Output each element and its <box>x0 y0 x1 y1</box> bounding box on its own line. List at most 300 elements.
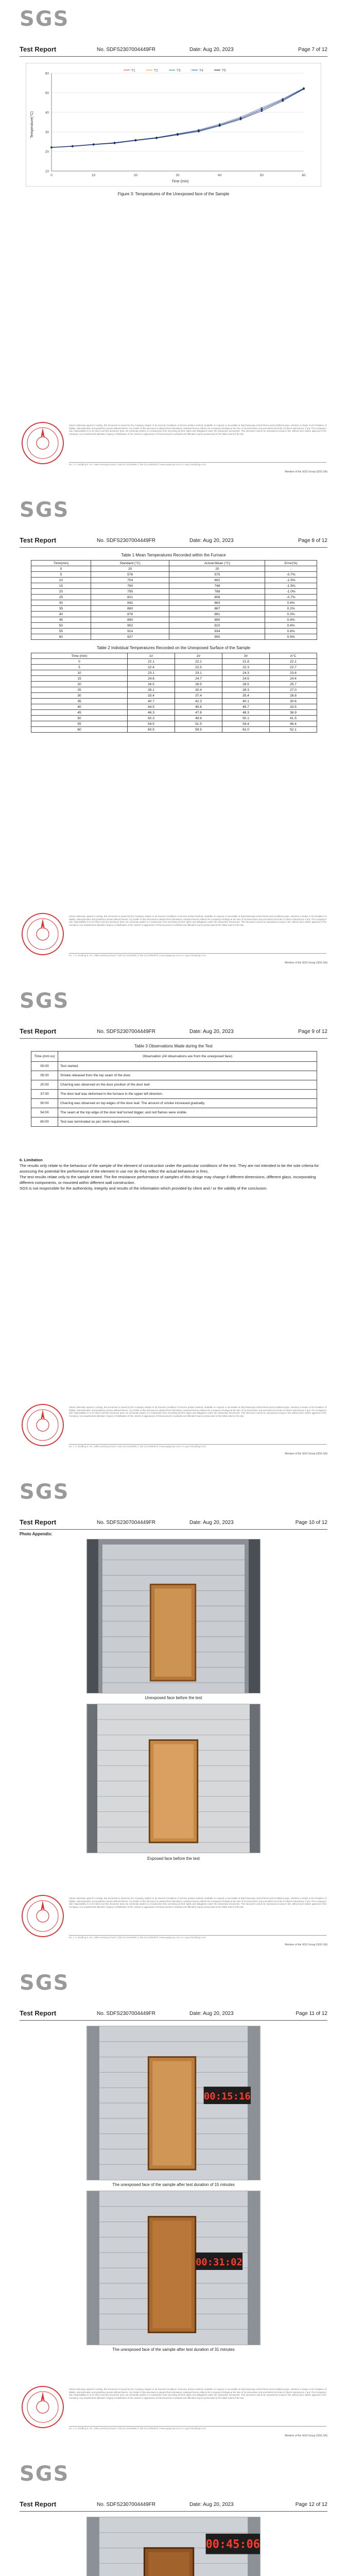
chart-legend-label: T5 <box>222 69 226 73</box>
table-3-observation-cell: The door leaf was deformed in the furnace in the upper left direction. <box>58 1090 317 1099</box>
table-1-cell: 20 <box>91 566 169 572</box>
table-1-cell: 40 <box>31 612 91 617</box>
chart-ytick-label: 20 <box>45 150 49 154</box>
table-2-cell: 21.8 <box>222 659 269 665</box>
table-2-row <box>31 710 317 716</box>
member-note: Member of the SGS Group (SGS SA) <box>285 961 327 964</box>
table-2-cell: 24.6 <box>127 676 175 682</box>
report-page-12 <box>0 2455 347 2576</box>
chart-point <box>303 88 305 90</box>
chart-point <box>282 99 284 101</box>
t2-header: 3# <box>222 653 269 659</box>
chart-ytick-label: 50 <box>45 91 49 95</box>
table-1-row <box>31 589 317 595</box>
t1-header: Actual Mean (°C) <box>169 561 265 566</box>
limitation-paragraph: The results only relate to the behaviour of the sample of the element of construction under the particular conditions of the test. They are not intended to be the sole criteria for assessing the potential fire performance of the element in use nor do they reflect the actual behaviour in fires. <box>20 1163 319 1174</box>
fine-print: Unless otherwise agreed in writing, this document is issued by the Company subject to its General Conditions of Service printed overleaf, available on request or accessible at http://www.sgs.com/en/Terms-and-Conditions.aspx. Attention is drawn to the limitation of liability, indemnification and jurisdiction issues defined therein. Any holder of this document is advised that information contained hereon reflects the Company's findings at the time of its intervention only and within the limits of Client's instructions, if any. The Company's sole responsibility is to its Client and this document does not exonerate parties to a transaction from exercising all their rights and obligations under the transaction documents. This document cannot be reproduced except in full, without prior written approval of the Company. Any unauthorized alteration, forgery or falsification of the content or appearance of this document is unlawful and offenders may be prosecuted to the fullest extent of the law. <box>69 1406 326 1417</box>
table-2-cell: 28.3 <box>222 687 269 693</box>
limitation-paragraph: The test results relate only to the sample tested. The fire resistance performance of samples of this design may change if different dimensions, different glass, incorporating different components, or mounted within different wall construction. <box>20 1175 316 1185</box>
chart-point <box>114 142 116 144</box>
table-1-cell: 20 <box>31 589 91 595</box>
table-1-row <box>31 572 317 578</box>
table-1-cell: 890 <box>91 617 169 623</box>
t3-header-observation: Observation (All observations are from the unexposed face) <box>58 1052 317 1062</box>
chart-ytick-label: 40 <box>45 111 49 115</box>
page-footer <box>20 911 327 968</box>
report-title: Test Report <box>20 45 57 53</box>
table-2-cell: 52.1 <box>269 727 317 733</box>
table-2-row <box>31 727 317 733</box>
limitation-heading: 6. Limitation <box>20 1158 43 1162</box>
table-1-cell: 692 <box>169 578 265 583</box>
page-header <box>20 2009 327 2021</box>
table-1-cell: 863 <box>169 600 265 606</box>
table-2-cell: 25.7 <box>269 682 317 687</box>
member-note: Member of the SGS Group (SGS SA) <box>285 2434 327 2437</box>
chart-point <box>198 130 200 132</box>
report-number: No. SDFS2307004449FR <box>97 2502 155 2507</box>
photo-31-minutes <box>86 2191 261 2345</box>
table-1-cell: 30 <box>31 600 91 606</box>
table-2-cell: 10 <box>31 670 128 676</box>
report-title: Test Report <box>20 1027 57 1035</box>
table-1-cell: 821 <box>91 595 169 600</box>
table-3-observation-cell: Smoke released from the top seam of the door. <box>58 1071 317 1080</box>
table-2-row <box>31 665 317 670</box>
table-1-cell: 25 <box>31 595 91 600</box>
table-2-cell: 49.6 <box>175 716 222 721</box>
chart-point <box>155 137 158 139</box>
table-1-row <box>31 606 317 612</box>
page-header <box>20 45 327 57</box>
chart-ytick-label: 30 <box>45 130 49 134</box>
chart-legend-label: T3 <box>177 69 181 73</box>
table-2-cell: 55 <box>31 721 128 727</box>
chart-ylabel: Temperature(°C) <box>30 111 34 138</box>
table-2-cell: 45.6 <box>175 704 222 710</box>
table-2-row <box>31 659 317 665</box>
table-3-row <box>31 1090 317 1099</box>
table-2-cell: 28.1 <box>127 687 175 693</box>
photo-unexposed-before <box>86 1539 261 1693</box>
table-2-cell: 30 <box>31 693 128 699</box>
table-1-row <box>31 583 317 589</box>
chart-point <box>135 140 137 142</box>
chart-xtick-label: 20 <box>133 174 137 177</box>
page-footer <box>20 1402 327 1459</box>
report-date: Date: Aug 20, 2023 <box>189 1029 234 1035</box>
report-date: Date: Aug 20, 2023 <box>189 2502 234 2507</box>
report-page-10 <box>0 1473 347 1964</box>
report-number: No. SDFS2307004449FR <box>97 1029 155 1035</box>
photo-appendix-heading: Photo Appendix: <box>20 1532 53 1536</box>
table-2-cell: 45.7 <box>222 704 269 710</box>
table-1-cell: 45 <box>31 617 91 623</box>
table-3-row <box>31 1062 317 1071</box>
table-2-cell: 22.5 <box>175 665 222 670</box>
table-2-cell: 22.7 <box>269 665 317 670</box>
table-2-cell: 25 <box>31 687 128 693</box>
table-3-row <box>31 1080 317 1090</box>
table-2-cell: 61.0 <box>222 727 269 733</box>
report-number: No. SDFS2307004449FR <box>97 47 155 53</box>
table-1-cell: 5 <box>31 572 91 578</box>
table-2-cell: 30.4 <box>175 687 222 693</box>
table-1-cell: - <box>265 566 317 572</box>
table-1-cell: 860 <box>91 606 169 612</box>
table-2-cell: 46.4 <box>269 721 317 727</box>
table-2-cell: 22.1 <box>175 659 222 665</box>
table-1-cell: 927 <box>91 634 169 640</box>
table-2-cell: 15 <box>31 676 128 682</box>
table-1-cell: 35 <box>31 606 91 612</box>
table-2-cell: 54.5 <box>127 721 175 727</box>
photo-15-minutes <box>86 2026 261 2180</box>
report-date: Date: Aug 20, 2023 <box>189 538 234 544</box>
table-1-cell: 0.9% <box>265 634 317 640</box>
table-3-observations <box>31 1051 317 1127</box>
table-2-cell: 54.4 <box>222 721 269 727</box>
page-number: Page 8 of 12 <box>298 538 327 544</box>
chart-point <box>219 124 221 126</box>
table-1-cell: 876 <box>91 612 169 617</box>
table-2-cell: 22.1 <box>269 659 317 665</box>
table-2-cell: 48.3 <box>222 710 269 716</box>
table-1-cell: 0.4% <box>265 623 317 629</box>
page-header <box>20 536 327 548</box>
table-3-row <box>31 1099 317 1108</box>
chart-point <box>177 133 179 135</box>
chart-xtick-label: 0 <box>50 174 53 177</box>
report-number: No. SDFS2307004449FR <box>97 2011 155 2016</box>
chart-xtick-label: 60 <box>302 174 306 177</box>
table-2-cell: 22.3 <box>222 665 269 670</box>
t2-header: Time (min) <box>31 653 128 659</box>
table-2-cell: 23.1 <box>127 670 175 676</box>
table-2-cell: 26.5 <box>175 682 222 687</box>
page-number: Page 12 of 12 <box>295 2502 327 2507</box>
t2-header: A°C <box>269 653 317 659</box>
table-1-row <box>31 634 317 640</box>
table-2-row <box>31 670 317 676</box>
table-2-cell: 47.8 <box>175 710 222 716</box>
table-1-cell: 15 <box>31 583 91 589</box>
table-2-cell: 33.4 <box>127 693 175 699</box>
table-1-row <box>31 578 317 583</box>
table-1-row <box>31 617 317 623</box>
chart-ytick-label: 10 <box>45 170 49 174</box>
page-footer <box>20 1893 327 1950</box>
table-2-cell: 44.5 <box>127 704 175 710</box>
table-1-cell: 0.8% <box>265 629 317 634</box>
timer-display: 00:31:02 <box>195 2257 242 2268</box>
sgs-logo: SGS <box>20 1971 70 1995</box>
table-2-cell: 22.4 <box>127 665 175 670</box>
member-note: Member of the SGS Group (SGS SA) <box>285 470 327 473</box>
table-2-row <box>31 704 317 710</box>
report-date: Date: Aug 20, 2023 <box>189 2011 234 2016</box>
table-2-unexposed-temperatures <box>31 653 317 733</box>
table-2-cell: 50.1 <box>222 716 269 721</box>
table-1-cell: 881 <box>169 612 265 617</box>
table-1-cell: 0.4% <box>265 600 317 606</box>
fine-print: Unless otherwise agreed in writing, this document is issued by the Company subject to its General Conditions of Service printed overleaf, available on request or accessible at http://www.sgs.com/en/Terms-and-Conditions.aspx. Attention is drawn to the limitation of liability, indemnification and jurisdiction issues defined therein. Any holder of this document is advised that information contained hereon reflects the Company's findings at the time of its intervention only and within the limits of Client's instructions, if any. The Company's sole responsibility is to its Client and this document does not exonerate parties to a transaction from exercising all their rights and obligations under the transaction documents. This document cannot be reproduced except in full, without prior written approval of the Company. Any unauthorized alteration, forgery or falsification of the content or appearance of this document is unlawful and offenders may be prosecuted to the fullest extent of the law. <box>69 1897 326 1908</box>
table-1-cell: 704 <box>91 578 169 583</box>
table-1-title: Table 1 Mean Temperatures Recorded within the Furnace <box>121 553 226 557</box>
table-2-row <box>31 693 317 699</box>
report-title: Test Report <box>20 1518 57 1526</box>
table-2-cell: 60 <box>31 727 128 733</box>
page-header <box>20 1518 327 1530</box>
table-2-cell: 35 <box>31 699 128 704</box>
page-footer <box>20 2384 327 2441</box>
fine-print: Unless otherwise agreed in writing, this document is issued by the Company subject to its General Conditions of Service printed overleaf, available on request or accessible at http://www.sgs.com/en/Terms-and-Conditions.aspx. Attention is drawn to the limitation of liability, indemnification and jurisdiction issues defined therein. Any holder of this document is advised that information contained hereon reflects the Company's findings at the time of its intervention only and within the limits of Client's instructions, if any. The Company's sole responsibility is to its Client and this document does not exonerate parties to a transaction from exercising all their rights and obligations under the transaction documents. This document cannot be reproduced except in full, without prior written approval of the Company. Any unauthorized alteration, forgery or falsification of the content or appearance of this document is unlawful and offenders may be prosecuted to the fullest extent of the law. <box>69 424 326 435</box>
table-2-cell: 24.5 <box>222 676 269 682</box>
table-2-row <box>31 687 317 693</box>
page-header <box>20 1027 327 1039</box>
table-3-observation-cell: Test was terminated as per client requirement. <box>58 1117 317 1127</box>
chart-point <box>72 145 74 147</box>
table-1-cell: 20 <box>169 566 265 572</box>
report-number: No. SDFS2307004449FR <box>97 1520 155 1526</box>
table-2-cell: 36.9 <box>269 710 317 716</box>
table-1-cell: 0.2% <box>265 606 317 612</box>
table-1-cell: 576 <box>91 572 169 578</box>
sgs-logo: SGS <box>20 7 70 31</box>
table-2-cell: 37.4 <box>175 693 222 699</box>
chart-xtick-label: 40 <box>218 174 222 177</box>
table-2-cell: 35.4 <box>222 693 269 699</box>
t1-header: Standard (°C) <box>91 561 169 566</box>
table-3-row <box>31 1117 317 1127</box>
table-2-cell: 50.3 <box>127 716 175 721</box>
table-1-cell: 902 <box>91 623 169 629</box>
table-2-cell: 26.5 <box>127 682 175 687</box>
table-2-cell: 0 <box>31 659 128 665</box>
page-number: Page 10 of 12 <box>295 1520 327 1526</box>
table-1-row <box>31 612 317 617</box>
chart-ytick-label: 60 <box>45 72 49 76</box>
table-1-cell: 842 <box>91 600 169 606</box>
report-page-9 <box>0 982 347 1473</box>
table-3-time-cell: 05:00 <box>31 1071 58 1080</box>
page-number: Page 11 of 12 <box>296 2011 327 2016</box>
address-bar: No. 1-1, Building 8, No. 1588 Lianhang Road | t (86-21) 61402666 | f (86-21) 64953679 | www.sgsgroup.com.cn | sgs.china@sgs.com <box>69 462 326 467</box>
chart-point <box>261 109 263 111</box>
temperature-chart <box>26 63 321 187</box>
table-3-time-cell: 20:00 <box>31 1080 58 1090</box>
table-2-cell: 28.8 <box>269 693 317 699</box>
chart-legend-label: T1 <box>131 69 135 73</box>
report-title: Test Report <box>20 2009 57 2017</box>
photo-caption: Exposed face before the test <box>147 1856 200 1861</box>
table-2-row <box>31 721 317 727</box>
sgs-seal <box>20 2384 66 2430</box>
table-3-observation-cell: Charring was observed on top edges of the door leaf. The amount of smoke increased gradually. <box>58 1099 317 1108</box>
table-1-cell: -0.7% <box>265 572 317 578</box>
table-2-cell: 24.7 <box>175 676 222 682</box>
chart-xlabel: Time (min) <box>171 180 189 183</box>
sgs-seal <box>20 1893 66 1939</box>
photo-45-minutes <box>86 2517 261 2576</box>
table-3-title: Table 3 Observations Made during the Test <box>134 1044 213 1048</box>
chart-legend-label: T4 <box>199 69 203 73</box>
table-2-cell: 40.1 <box>222 699 269 704</box>
table-1-cell: 60 <box>31 634 91 640</box>
report-date: Date: Aug 20, 2023 <box>189 1520 234 1526</box>
table-1-cell: 0 <box>31 566 91 572</box>
table-2-cell: 42.3 <box>175 699 222 704</box>
sgs-seal <box>20 911 66 957</box>
table-2-cell: 40 <box>31 704 128 710</box>
table-1-cell: 0.4% <box>265 617 317 623</box>
photo-exposed-before <box>86 1704 261 1853</box>
table-3-row <box>31 1071 317 1080</box>
fine-print: Unless otherwise agreed in writing, this document is issued by the Company subject to its General Conditions of Service printed overleaf, available on request or accessible at http://www.sgs.com/en/Terms-and-Conditions.aspx. Attention is drawn to the limitation of liability, indemnification and jurisdiction issues defined therein. Any holder of this document is advised that information contained hereon reflects the Company's findings at the time of its intervention only and within the limits of Client's instructions, if any. The Company's sole responsibility is to its Client and this document does not exonerate parties to a transaction from exercising all their rights and obligations under the transaction documents. This document cannot be reproduced except in full, without prior written approval of the Company. Any unauthorized alteration, forgery or falsification of the content or appearance of this document is unlawful and offenders may be prosecuted to the fullest extent of the law. <box>69 915 326 926</box>
table-1-cell: 575 <box>169 572 265 578</box>
page-footer <box>20 420 327 477</box>
t3-header-time: Time (mm:ss) <box>31 1052 58 1062</box>
report-page-7 <box>0 0 347 491</box>
table-1-cell: -1.5% <box>265 578 317 583</box>
table-2-row <box>31 682 317 687</box>
member-note: Member of the SGS Group (SGS SA) <box>285 1943 327 1946</box>
timer-display: 00:15:16 <box>203 2091 251 2103</box>
page-number: Page 9 of 12 <box>298 1029 327 1035</box>
sgs-logo: SGS <box>20 2462 70 2486</box>
table-1-cell: 10 <box>31 578 91 583</box>
table-2-cell: 22.1 <box>127 659 175 665</box>
table-2-row <box>31 716 317 721</box>
table-1-cell: 748 <box>169 583 265 589</box>
chart-xtick-label: 30 <box>176 174 180 177</box>
table-1-cell: 50 <box>31 623 91 629</box>
address-bar: No. 1-1, Building 8, No. 1588 Lianhang Road | t (86-21) 61402666 | f (86-21) 64953679 | www.sgsgroup.com.cn | sgs.china@sgs.com <box>69 953 326 958</box>
table-1-cell: 788 <box>169 589 265 595</box>
report-title: Test Report <box>20 2500 57 2508</box>
photo-caption: The unexposed face of the sample after test duration of 31 minutes <box>112 2347 235 2352</box>
table-3-observation-cell: The seam at the top edge of the door leaf turned bigger, and red flames were visible. <box>58 1108 317 1117</box>
sgs-logo: SGS <box>20 989 70 1013</box>
report-date: Date: Aug 20, 2023 <box>189 47 234 53</box>
table-1-cell: -1.0% <box>265 589 317 595</box>
table-3-time-cell: 00:00 <box>31 1062 58 1071</box>
report-page-8 <box>0 491 347 982</box>
sgs-logo: SGS <box>20 498 70 522</box>
table-2-cell: 46.3 <box>127 710 175 716</box>
table-1-cell: 934 <box>169 629 265 634</box>
report-title: Test Report <box>20 536 57 544</box>
sgs-seal <box>20 420 66 466</box>
chart-point <box>50 146 53 148</box>
table-2-cell: 51.5 <box>175 721 222 727</box>
table-1-cell: 55 <box>31 629 91 634</box>
table-1-cell: -0.7% <box>265 595 317 600</box>
table-2-row <box>31 699 317 704</box>
table-3-time-cell: 37:00 <box>31 1090 58 1099</box>
limitation-section <box>20 1157 327 1191</box>
table-2-title: Table 2 Individual Temperatures Recorded on the Unexposed Surface of the Sample <box>96 646 251 650</box>
table-1-cell: 950 <box>169 634 265 640</box>
table-2-cell: 23.6 <box>269 670 317 676</box>
address-bar: No. 1-1, Building 8, No. 1588 Lianhang Road | t (86-21) 61402666 | f (86-21) 64953679 | www.sgsgroup.com.cn | sgs.china@sgs.com <box>69 1935 326 1940</box>
report-number: No. SDFS2307004449FR <box>97 538 155 544</box>
table-1-cell: -1.5% <box>265 583 317 589</box>
table-2-cell: 26.5 <box>222 682 269 687</box>
table-2-cell: 41.5 <box>269 716 317 721</box>
chart-xtick-label: 50 <box>259 174 264 177</box>
table-2-cell: 20 <box>31 682 128 687</box>
chart-point <box>240 117 242 120</box>
table-1-cell: 795 <box>91 589 169 595</box>
table-3-time-cell: 50:00 <box>31 1099 58 1108</box>
table-2-cell: 60.5 <box>127 727 175 733</box>
t1-header: Time(min) <box>31 561 91 566</box>
table-3-observation-cell: Test started. <box>58 1062 317 1071</box>
limitation-paragraph: SGS is not responsible for the authenticity, integrity and results of the information which provided by client and / or the validity of the conclusion. <box>20 1186 268 1191</box>
table-3-time-cell: 54:00 <box>31 1108 58 1117</box>
table-2-cell: 24.3 <box>222 670 269 676</box>
t1-header: Error(%) <box>265 561 317 566</box>
table-2-cell: 30.6 <box>269 699 317 704</box>
table-2-cell: 33.5 <box>269 704 317 710</box>
table-1-cell: 890 <box>169 617 265 623</box>
sgs-seal <box>20 1402 66 1448</box>
t2-header: 1# <box>127 653 175 659</box>
table-3-observation-cell: Charring was observed on the door position of the door leaf. <box>58 1080 317 1090</box>
fine-print: Unless otherwise agreed in writing, this document is issued by the Company subject to its General Conditions of Service printed overleaf, available on request or accessible at http://www.sgs.com/en/Terms-and-Conditions.aspx. Attention is drawn to the limitation of liability, indemnification and jurisdiction issues defined therein. Any holder of this document is advised that information contained hereon reflects the Company's findings at the time of its intervention only and within the limits of Client's instructions, if any. The Company's sole responsibility is to its Client and this document does not exonerate parties to a transaction from exercising all their rights and obligations under the transaction documents. This document cannot be reproduced except in full, without prior written approval of the Company. Any unauthorized alteration, forgery or falsification of the content or appearance of this document is unlawful and offenders may be prosecuted to the fullest extent of the law. <box>69 2388 326 2399</box>
table-1-cell: 0.3% <box>265 612 317 617</box>
table-1-cell: 914 <box>91 629 169 634</box>
table-2-cell: 45 <box>31 710 128 716</box>
page-number: Page 7 of 12 <box>298 47 327 53</box>
table-2-cell: 27.0 <box>269 687 317 693</box>
address-bar: No. 1-1, Building 8, No. 1588 Lianhang Road | t (86-21) 61402666 | f (86-21) 64953679 | www.sgsgroup.com.cn | sgs.china@sgs.com <box>69 2426 326 2431</box>
table-1-row <box>31 566 317 572</box>
table-2-cell: 24.4 <box>269 676 317 682</box>
table-2-cell: 5 <box>31 665 128 670</box>
table-3-row <box>31 1108 317 1117</box>
timer-display: 00:45:06 <box>205 2538 260 2551</box>
table-1-cell: 760 <box>91 583 169 589</box>
sgs-logo: SGS <box>20 1480 70 1504</box>
address-bar: No. 1-1, Building 8, No. 1588 Lianhang Road | t (86-21) 61402666 | f (86-21) 64953679 | www.sgsgroup.com.cn | sgs.china@sgs.com <box>69 1444 326 1449</box>
table-2-cell: 23.1 <box>175 670 222 676</box>
table-2-cell: 59.5 <box>175 727 222 733</box>
table-1-furnace-temperatures <box>31 560 317 640</box>
report-page-11 <box>0 1964 347 2455</box>
table-3-time-cell: 60:00 <box>31 1117 58 1127</box>
photo-caption: Unexposed face before the test <box>145 1696 202 1700</box>
chart-legend-label: T2 <box>154 69 158 73</box>
table-1-row <box>31 600 317 606</box>
table-1-cell: 910 <box>169 623 265 629</box>
table-1-row <box>31 595 317 600</box>
table-1-row <box>31 623 317 629</box>
chart-point <box>93 144 95 146</box>
member-note: Member of the SGS Group (SGS SA) <box>285 1452 327 1455</box>
photo-caption: The unexposed face of the sample after test duration of 15 minutes <box>112 2182 235 2187</box>
table-2-row <box>31 676 317 682</box>
table-2-cell: 40.7 <box>127 699 175 704</box>
figure-3-caption: Figure 3: Temperatures of the Unexposed face of the Sample <box>117 192 230 196</box>
chart-xtick-label: 10 <box>92 174 96 177</box>
table-1-cell: 808 <box>169 595 265 600</box>
table-2-cell: 50 <box>31 716 128 721</box>
t2-header: 2# <box>175 653 222 659</box>
table-1-row <box>31 629 317 634</box>
page-header <box>20 2500 327 2512</box>
